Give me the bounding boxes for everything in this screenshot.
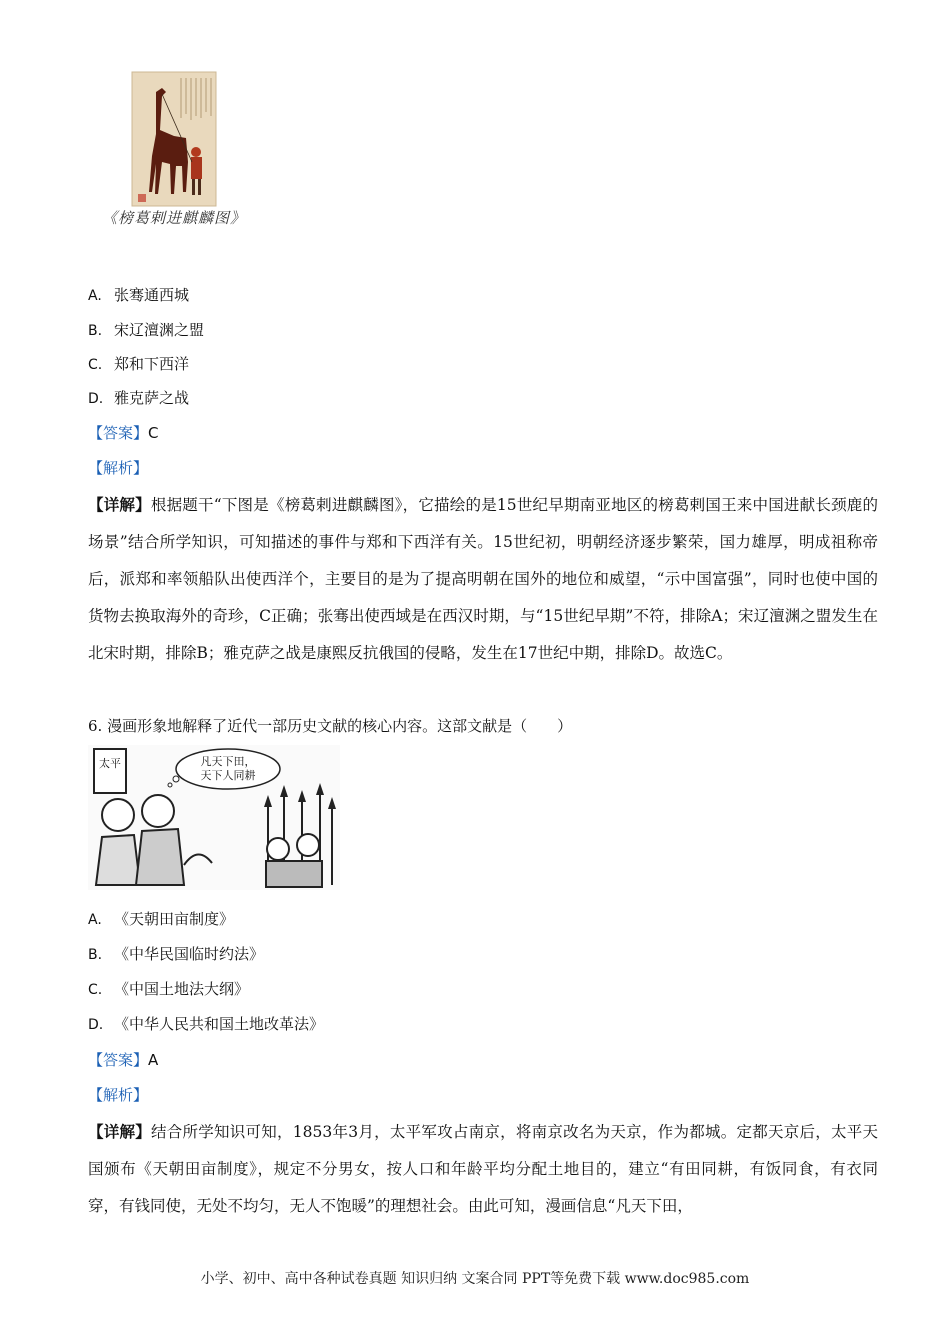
q5-analysis-label: 【解析】 xyxy=(88,459,149,477)
q6-option-c: C. 《中国土地法大纲》 xyxy=(88,980,250,998)
cartoon-image xyxy=(88,745,340,890)
cartoon-banner: 太平 xyxy=(99,757,121,770)
cartoon-bubble-line1: 凡天下田， xyxy=(200,755,256,768)
q6-answer xyxy=(88,1050,158,1070)
detail-text: 结合所学知识可知，1853年3月，太平军攻占南京，将南京改名为天京，作为都城。定都天京后，太平天国颁布《天朝田亩制度》，规定不分男女，按人口和年龄平均分配土地目的，建立“有田同耕，有饭同食，有衣同穿，有钱同使，无处不均匀，无人不饱暖”的理想社会。由此可知，漫画信息“凡天下田， xyxy=(88,1123,878,1215)
q5-option-c: C. 郑和下西洋 xyxy=(88,355,190,373)
cartoon-bubble-line2: 天下人同耕 xyxy=(200,769,256,782)
figure-caption: 《榜葛剌进麒麟图》 xyxy=(102,209,247,227)
answer-label: 【答案】 xyxy=(88,1051,149,1069)
giraffe-painting-image xyxy=(100,70,250,230)
q5-answer xyxy=(88,423,159,443)
detail-label: 【详解】 xyxy=(88,495,151,514)
q5-detail xyxy=(88,486,878,672)
q6-option-a: A. 《天朝田亩制度》 xyxy=(88,910,235,928)
answer-label: 【答案】 xyxy=(88,424,149,442)
detail-text: 根据题干“下图是《榜葛剌进麒麟图》，它描绘的是15世纪早期南亚地区的榜葛剌国王来中国进献长颈鹿的场景”结合所学知识，可知描述的事件与郑和下西洋有关。15世纪初，明朝经济逐步繁荣，国力雄厚，明成祖称帝后，派郑和率领船队出使西洋个，主要目的是为了提高明朝在国外的地位和威望，“示中国富强”，同时也使中国的货物去换取海外的奇珍，C正确；张骞出使西域是在西汉时期，与“15世纪早期”不符，排除A；宋辽澶渊之盟发生在北宋时期，排除B；雅克萨之战是康熙反抗俄国的侵略，发生在17世纪中期，排除D。故选C。 xyxy=(88,496,878,662)
q5-option-d: D. 雅克萨之战 xyxy=(88,389,190,407)
q5-option-a: A. 张骞通西城 xyxy=(88,286,190,304)
q5-option-b: B. 宋辽澶渊之盟 xyxy=(88,321,205,339)
page-footer: 小学、初中、高中各种试卷真题 知识归纳 文案合同 PPT等免费下载 www.doc985.com xyxy=(200,1271,750,1287)
q6-stem: 6. 漫画形象地解释了近代一部历史文献的核心内容。这部文献是（ ） xyxy=(88,717,573,735)
answer-value: C xyxy=(148,424,159,442)
q6-analysis-label: 【解析】 xyxy=(88,1086,149,1104)
q6-option-d: D. 《中华人民共和国土地改革法》 xyxy=(88,1015,325,1033)
q6-detail xyxy=(88,1113,878,1225)
answer-value: A xyxy=(148,1051,159,1069)
q6-option-b: B. 《中华民国临时约法》 xyxy=(88,945,265,963)
detail-label: 【详解】 xyxy=(88,1122,152,1141)
